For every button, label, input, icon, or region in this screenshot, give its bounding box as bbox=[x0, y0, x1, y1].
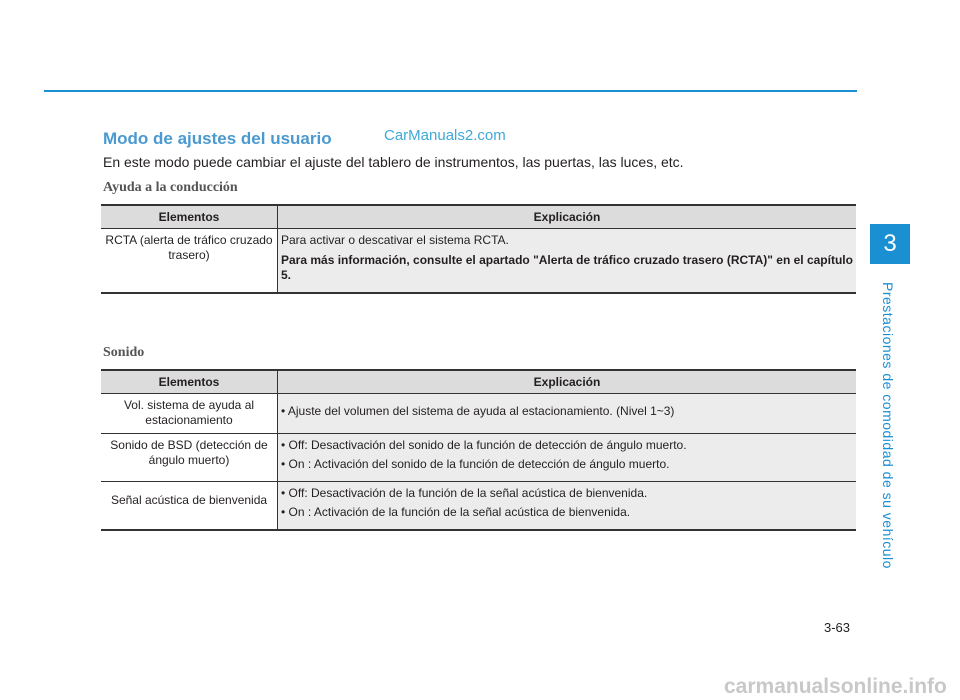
table-row bbox=[101, 434, 856, 482]
table-row bbox=[101, 394, 856, 434]
watermark-top: CarManuals2.com bbox=[384, 127, 506, 144]
chapter-side-label: Prestaciones de comodidad de su vehículo bbox=[880, 282, 896, 569]
header-elements: Elementos bbox=[101, 205, 278, 229]
driving-assist-table bbox=[101, 204, 856, 294]
explanation-line: • On : Activación de la función de la señal acústica de bienvenida. bbox=[281, 505, 631, 519]
table-row bbox=[101, 229, 856, 294]
row-item-name: Señal acústica de bienvenida bbox=[101, 482, 278, 531]
table-header-row bbox=[101, 205, 856, 229]
row-item-name: Vol. sistema de ayuda al estacionamiento bbox=[101, 394, 278, 434]
row-explanation bbox=[278, 482, 857, 531]
explanation-line: • On : Activación del sonido de la función de detección de ángulo muerto. bbox=[281, 457, 670, 471]
header-explanation: Explicación bbox=[278, 370, 857, 394]
section-title: Modo de ajustes del usuario bbox=[103, 129, 332, 148]
explanation-line: Para activar o descativar el sistema RCTA. bbox=[281, 233, 509, 247]
row-explanation bbox=[278, 394, 857, 434]
header-elements: Elementos bbox=[101, 370, 278, 394]
subsection-title-driving: Ayuda a la conducción bbox=[103, 180, 238, 195]
footer-watermark: carmanualsonline.info bbox=[724, 675, 947, 698]
subsection-title-sound: Sonido bbox=[103, 345, 145, 360]
header-explanation: Explicación bbox=[278, 205, 857, 229]
explanation-line: • Ajuste del volumen del sistema de ayuda al estacionamiento. (Nivel 1~3) bbox=[281, 404, 675, 418]
row-explanation bbox=[278, 229, 857, 294]
explanation-line: • Off: Desactivación de la función de la señal acústica de bienvenida. bbox=[281, 486, 648, 500]
sound-table bbox=[101, 369, 856, 531]
table-row bbox=[101, 482, 856, 531]
intro-text: En este modo puede cambiar el ajuste del tablero de instrumentos, las puertas, las luces, etc. bbox=[103, 154, 684, 170]
row-explanation bbox=[278, 434, 857, 482]
top-rule bbox=[44, 90, 857, 92]
table-header-row bbox=[101, 370, 856, 394]
page-number: 3-63 bbox=[824, 620, 851, 635]
explanation-line: • Off: Desactivación del sonido de la función de detección de ángulo muerto. bbox=[281, 438, 687, 452]
chapter-tab: 3 bbox=[870, 224, 910, 264]
row-item-name: Sonido de BSD (detección de ángulo muerto) bbox=[101, 434, 278, 482]
explanation-note: Para más información, consulte el apartado "Alerta de tráfico cruzado trasero (RCTA)" en el capítulo 5. bbox=[281, 253, 853, 282]
row-item-name: RCTA (alerta de tráfico cruzado trasero) bbox=[101, 229, 278, 294]
